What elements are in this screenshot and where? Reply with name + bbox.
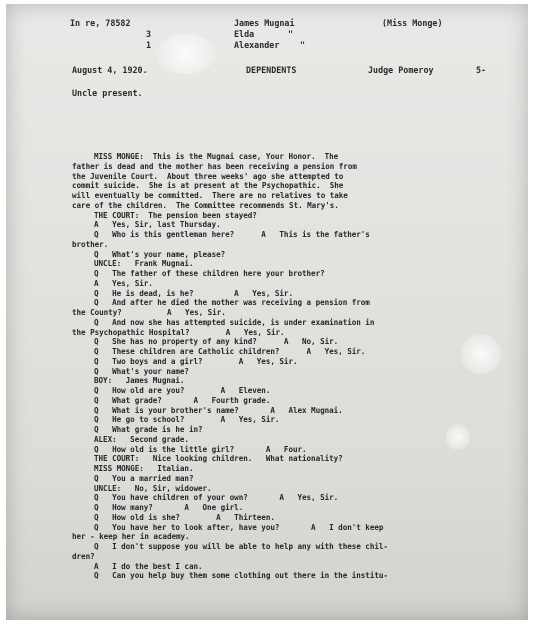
transcript-line: the Psychopathic Hospital? A Yes, Sir. xyxy=(72,327,285,337)
paper-stain xyxy=(446,424,470,450)
transcript-line: Q Who is this gentleman here? A This is the father's xyxy=(94,230,370,239)
document-page xyxy=(6,4,528,620)
case-number-1: 1 xyxy=(146,40,152,50)
court-section: DEPENDENTS xyxy=(246,65,297,75)
ditto-mark: " xyxy=(300,40,306,50)
transcript-line: Q How old is the little girl? A Four. xyxy=(94,444,307,454)
transcript-line: Q How old is she? A Thirteen. xyxy=(94,512,275,522)
transcript-line: Q I don't suppose you will be able to help any with these chil- xyxy=(94,542,388,551)
transcript-line: Q What is your brother's name? A Alex Mugnai. xyxy=(94,405,343,415)
transcript-line: care of the children. The Committee recommends St. Mary's. xyxy=(72,200,339,210)
transcript-line: Q How old are you? A Eleven. xyxy=(94,386,271,395)
transcript-line: Q Can you help buy them some clothing out there in the institu- xyxy=(94,571,388,581)
transcript-line: Q And now she has attempted suicide, is under examination in xyxy=(94,317,375,327)
transcript-line: A I do the best I can. xyxy=(94,561,203,571)
transcript-line: Q You have her to look after, have you? A I don't keep xyxy=(94,522,384,532)
transcript-line: Q Two boys and a girl? A Yes, Sir. xyxy=(94,356,298,366)
judge-name: Judge Pomeroy xyxy=(368,65,434,75)
transcript-line: Q And after he died the mother was receiving a pension from xyxy=(94,298,370,308)
page-mark: 5- xyxy=(476,65,487,75)
transcript-line: her - keep her in academy. xyxy=(72,532,190,542)
transcript-line: father is dead and the mother has been receiving a pension from xyxy=(72,161,357,171)
transcript-line: Q You have children of your own? A Yes, Sir. xyxy=(94,493,339,503)
transcript-line: UNCLE: Frank Mugnai. xyxy=(94,259,194,269)
case-number-3: 3 xyxy=(146,29,152,39)
transcript-line: will eventually be committed. There are no relatives to take xyxy=(72,191,348,200)
transcript-line: Q You a married man? xyxy=(94,473,194,483)
transcript-line: Q The father of these children here your brother? xyxy=(94,269,325,278)
transcript-line: commit suicide. She is at present at the Psychopathic. She xyxy=(72,181,344,191)
transcript-line: BOY: James Mugnai. xyxy=(94,376,185,386)
transcript-line: Q She has no property of any kind? A No, Sir. xyxy=(94,337,339,347)
transcript-line: Q These children are Catholic children? A Yes, Sir. xyxy=(94,347,366,356)
transcript-line: THE COURT: The pension been stayed? xyxy=(94,210,257,220)
child-name-1: James Mugnai xyxy=(234,18,295,28)
transcript-line: Q What's your name, please? xyxy=(94,249,226,259)
transcript-line: Q What grade? A Fourth grade. xyxy=(94,395,271,405)
transcript-line: A Yes, Sir. xyxy=(94,278,153,288)
transcript-line: UNCLE: No, Sir, widower. xyxy=(94,483,212,493)
hearing-date: August 4, 1920. xyxy=(72,65,148,75)
transcript-line: THE COURT: Nice looking children. What nationality? xyxy=(94,454,343,464)
transcript-line: Q He go to school? A Yes, Sir. xyxy=(94,415,280,425)
transcript-line: ALEX: Second grade. xyxy=(94,434,189,444)
child-name-2: Elda xyxy=(234,29,255,39)
ditto-mark: " xyxy=(288,29,294,39)
transcript-line: A Yes, Sir, last Thursday. xyxy=(94,220,221,230)
transcript-line: MISS MONGE: This is the Mugnai case, Your Honor. The xyxy=(94,152,339,161)
transcript-line: Q He is dead, is he? A Yes, Sir. xyxy=(94,288,293,298)
transcript-line: brother. xyxy=(72,239,109,249)
transcript-line: MISS MONGE: Italian. xyxy=(94,464,194,473)
document-header xyxy=(6,4,528,75)
paper-stain xyxy=(461,334,501,374)
transcript-line: the County? A Yes, Sir. xyxy=(72,308,226,317)
officer-name: (Miss Monge) xyxy=(382,18,443,28)
child-name-3: Alexander xyxy=(234,40,280,50)
attendance-note: Uncle present. xyxy=(72,88,143,98)
transcript-line: Q What grade is he in? xyxy=(94,425,203,434)
transcript-line: Q What's your name? xyxy=(94,366,189,376)
transcript-line: the Juvenile Court. About three weeks' ago she attempted to xyxy=(72,171,344,181)
transcript-line: dren? xyxy=(72,551,95,561)
transcript-line: Q How many? A One girl. xyxy=(94,503,244,512)
case-reference: In re, 78582 xyxy=(70,18,131,28)
